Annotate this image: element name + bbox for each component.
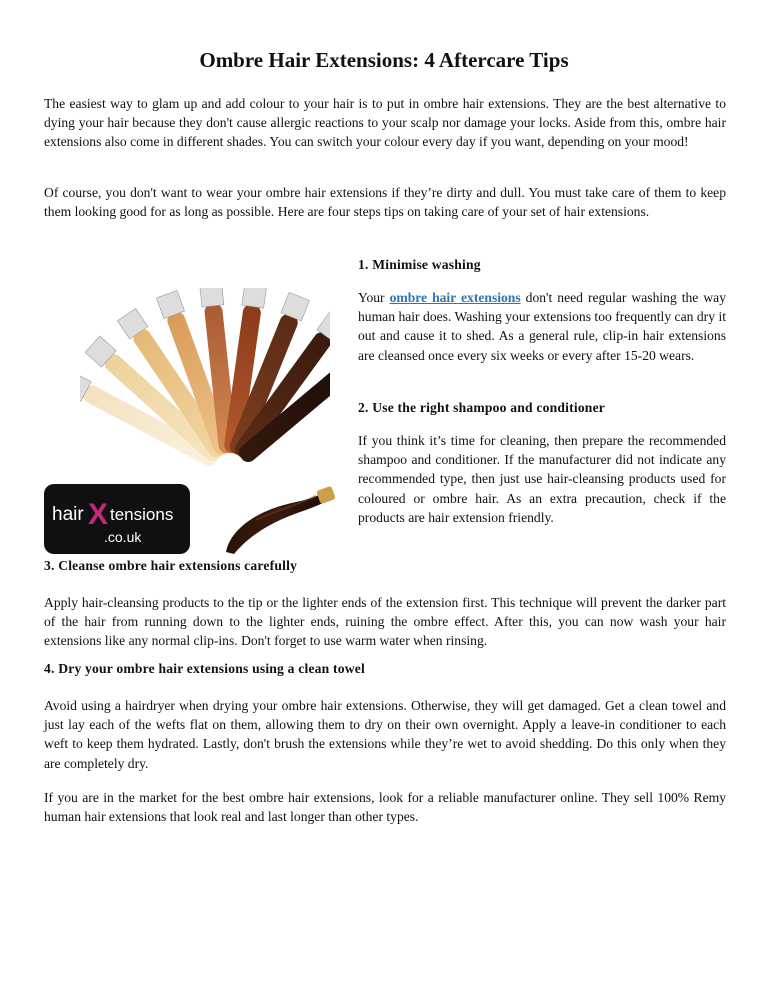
logo-text-hair: hair [52, 504, 84, 525]
page-title: Ombre Hair Extensions: 4 Aftercare Tips [199, 48, 569, 72]
logo-domain: .co.uk [104, 529, 142, 545]
ombre-hair-piece-image [196, 480, 354, 555]
tip-1-text [358, 288, 726, 365]
logo-text-tensions: tensions [110, 505, 174, 524]
intro-paragraph-1: The easiest way to glam up and add colour to your hair is to put in ombre hair extensions. They are the best alternative to dying your hair because they don't cause allergic reactions to your scalp nor damage your locks. Aside from this, ombre hair extensions also come in different shades. You can switch your colour every day if you want, depending on your mood! [44, 96, 726, 150]
hair-swatch-fan-image [80, 288, 330, 478]
tip-1-text-before: Your [358, 290, 390, 305]
tip-4-text: Avoid using a hairdryer when drying your ombre hair extensions. Otherwise, they will get damaged. Get a clean towel and just lay each of the wefts flat on them, allowing them to dry on their own overnight. Apply a leave-in conditioner to each weft to keep them hydrated. Lastly, don't brush the extensions while they’re wet to avoid shedding. Do this only when they are completely dry. [44, 698, 726, 771]
tip-3-heading: 3. Cleanse ombre hair extensions carefully [44, 558, 298, 573]
intro-paragraph-2: Of course, you don't want to wear your ombre hair extensions if they’re dirty and dull. You must take care of them to keep them looking good for as long as possible. Here are four steps tips on taking care of your set of hair extensions. [44, 185, 726, 220]
hairxtensions-logo [44, 484, 190, 554]
closing-paragraph: If you are in the market for the best ombre hair extensions, look for a reliable manufacturer online. They sell 100% Remy human hair extensions that look real and last longer than other types. [44, 790, 726, 825]
ombre-hair-extensions-link[interactable]: ombre hair extensions [389, 290, 521, 305]
tip-2-heading: 2. Use the right shampoo and conditioner [358, 400, 606, 415]
logo-x-mark: X [88, 498, 109, 531]
tip-2-text: If you think it’s time for cleaning, then prepare the recommended shampoo and conditioner. If the manufacturer did not indicate any recommended type, then just use hair-cleansing products used for coloured or ombre hair. As an extra precaution, check if the products are hair extension friendly. [358, 433, 726, 525]
tip-4-heading: 4. Dry your ombre hair extensions using a clean towel [44, 661, 365, 676]
tip-1-heading: 1. Minimise washing [358, 257, 481, 272]
tip-3-text: Apply hair-cleansing products to the tip or the lighter ends of the extension first. This technique will prevent the darker part of the hair from running down to the lighter ends, ruining the ombre effect. After this, you can now wash your hair extensions like any normal clip-ins. Don't forget to use warm water when rinsing. [44, 595, 726, 649]
tip-1-text-after: don't need regular washing the way human hair does. Washing your extensions too frequently can dry it out and cause it to shed. As a general rule, clip-in hair extensions are cleansed once every six weeks or every after 15-20 wears. [358, 290, 726, 363]
